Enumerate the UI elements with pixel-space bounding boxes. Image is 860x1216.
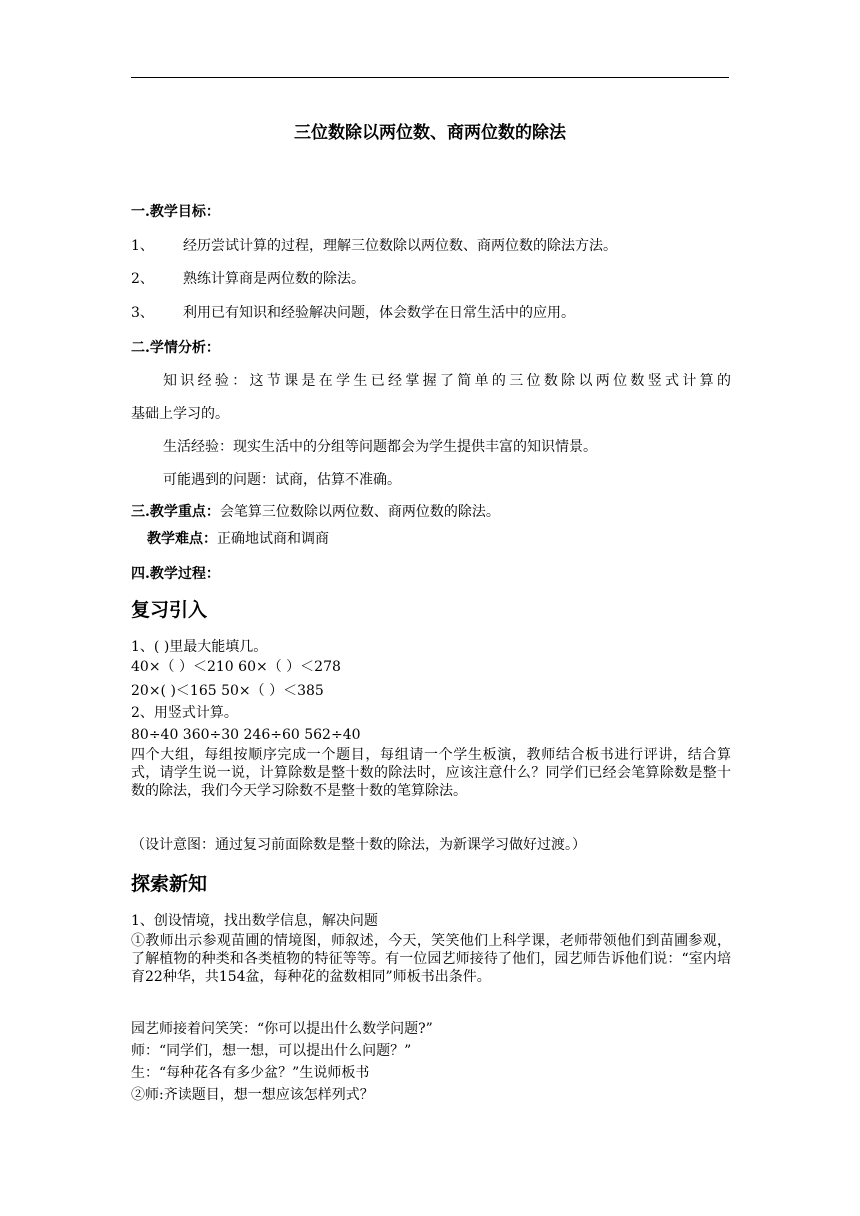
objective-item-1 bbox=[131, 236, 731, 256]
difficulty-label: 教学难点： bbox=[147, 531, 217, 547]
analysis-paragraph-3: 可能遇到的问题：试商，估算不准确。 bbox=[163, 472, 401, 488]
key-points-text: 会笔算三位数除以两位数、商两位数的除法。 bbox=[219, 504, 500, 520]
objective-text: 经历尝试计算的过程，理解三位数除以两位数、商两位数的除法方法。 bbox=[183, 238, 617, 254]
review-line-2: 40×（ ）＜210 60×（ ）＜278 bbox=[131, 659, 341, 675]
objective-text: 熟练计算商是两位数的除法。 bbox=[183, 271, 365, 287]
review-line-4: 2、用竖式计算。 bbox=[131, 705, 238, 721]
header-rule bbox=[131, 77, 729, 78]
document-title: 三位数除以两位数、商两位数的除法 bbox=[294, 123, 566, 143]
explore-line-1: 1、创设情境，找出数学信息，解决问题 bbox=[131, 913, 378, 929]
difficulty-line bbox=[131, 529, 747, 549]
explore-paragraph: ①教师出示参观苗圃的情境图，师叙述，今天，笑笑他们上科学课，老师带领他们到苗圃参观，了解植物的种类和各类植物的特征等等。有一位园艺师接待了他们，园艺师告诉他们说：“室内培育22种华，共154盆，每种花的盆数相同”师板书出条件。 bbox=[131, 933, 731, 985]
analysis-paragraph-1a: 知识经验：这节课是在学生已经掌握了简单的三位数除以两位数竖式计算的 bbox=[163, 373, 731, 389]
difficulty-text: 正确地试商和调商 bbox=[217, 531, 329, 547]
objective-number: 3、 bbox=[131, 305, 154, 321]
review-line-1: 1、( )里最大能填几。 bbox=[131, 639, 268, 655]
explore-line-2: 园艺师接着问笑笑：“你可以提出什么数学问题?” bbox=[131, 1021, 433, 1037]
review-line-5: 80÷40 360÷30 246÷60 562÷40 bbox=[131, 727, 361, 743]
analysis-paragraph-1b: 基础上学习的。 bbox=[131, 406, 229, 422]
explore-heading: 探索新知 bbox=[131, 873, 208, 895]
objective-item-2 bbox=[131, 269, 731, 289]
section-heading-objectives: 一.教学目标： bbox=[131, 204, 220, 220]
objective-text: 利用已有知识和经验解决问题，体会数学在日常生活中的应用。 bbox=[183, 305, 575, 321]
section-heading-analysis: 二.学情分析： bbox=[131, 340, 220, 356]
section-heading-key-points: 三.教学重点： bbox=[131, 504, 220, 520]
analysis-paragraph-2: 生活经验：现实生活中的分组等问题都会为学生提供丰富的知识情景。 bbox=[163, 439, 597, 455]
review-line-3: 20×( )＜165 50×（ ）＜385 bbox=[131, 683, 324, 699]
design-intent-note: （设计意图：通过复习前面除数是整十数的除法，为新课学习做好过渡。） bbox=[131, 837, 586, 853]
objective-item-3 bbox=[131, 303, 731, 323]
objective-number: 1、 bbox=[131, 238, 154, 254]
explore-line-3: 师：“同学们，想一想，可以提出什么问题？” bbox=[131, 1043, 412, 1059]
section-heading-process: 四.教学过程： bbox=[131, 566, 220, 582]
review-paragraph: 四个大组，每组按顺序完成一个题目，每组请一个学生板演，教师结合板书进行评讲，结合算式，请学生说一说，计算除数是整十数的除法时，应该注意什么？同学们已经会笔算除数是整十数的除法，我们今天学习除数不是整十数的笔算除法。 bbox=[131, 747, 731, 799]
objective-number: 2、 bbox=[131, 271, 154, 287]
review-heading: 复习引入 bbox=[131, 599, 208, 621]
explore-line-5: ②师:齐读题目，想一想应该怎样列式？ bbox=[131, 1087, 374, 1103]
key-points-line bbox=[131, 502, 731, 522]
explore-line-4: 生：“每种花各有多少盆？”生说师板书 bbox=[131, 1065, 370, 1081]
